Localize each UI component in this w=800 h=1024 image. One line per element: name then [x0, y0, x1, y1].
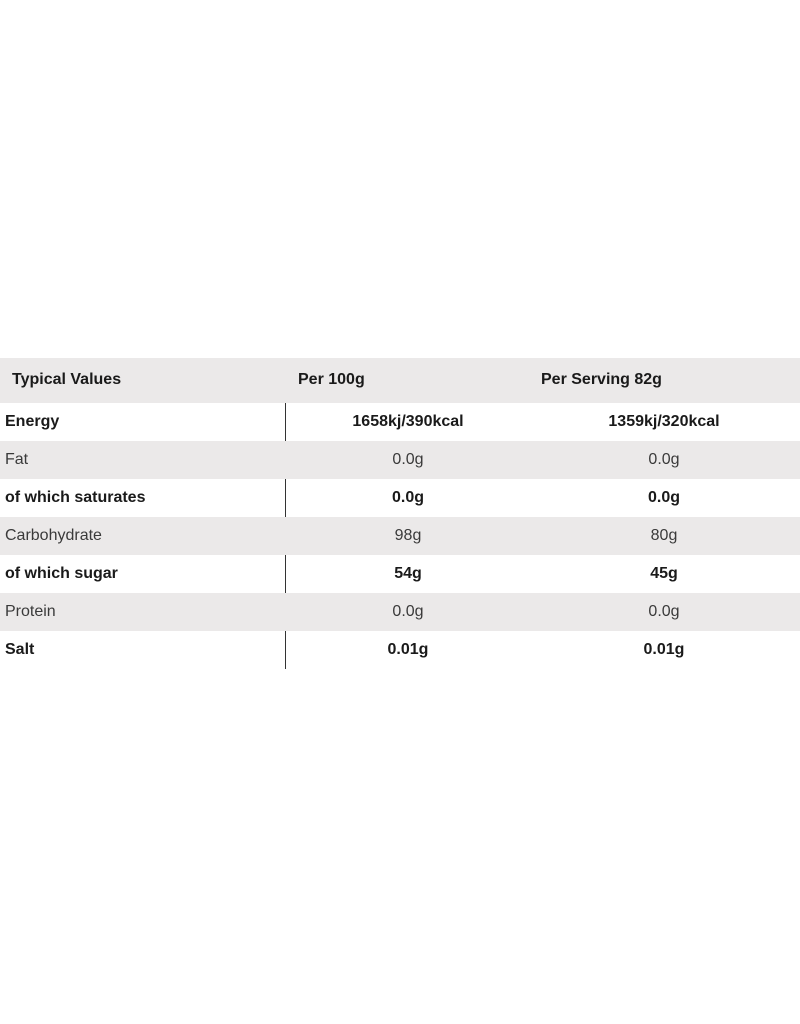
table-row	[0, 517, 800, 555]
row-label: of which saturates	[5, 489, 146, 506]
row-per-100g: 0.0g	[392, 451, 424, 468]
row-per-100g: 0.0g	[392, 603, 424, 620]
table-body	[0, 403, 800, 669]
table-row	[0, 631, 800, 669]
row-label: Salt	[5, 641, 35, 658]
row-per-100g: 54g	[394, 565, 422, 582]
row-label: Carbohydrate	[5, 527, 102, 544]
row-per-serving: 0.0g	[647, 489, 680, 506]
row-label: Energy	[5, 413, 60, 430]
row-per-serving: 0.01g	[643, 641, 685, 658]
table-row	[0, 403, 800, 441]
row-per-100g: 98g	[394, 527, 422, 544]
row-per-serving: 0.0g	[648, 603, 680, 620]
row-per-100g: 1658kj/390kcal	[352, 413, 464, 430]
header-per-serving: Per Serving 82g	[541, 371, 662, 388]
table-row	[0, 441, 800, 479]
nutrition-table	[0, 358, 800, 669]
row-per-serving: 80g	[650, 527, 678, 544]
table-row	[0, 479, 800, 517]
row-per-serving: 45g	[650, 565, 678, 582]
table-header-row	[0, 358, 800, 403]
row-label: Fat	[5, 451, 29, 468]
table-row	[0, 593, 800, 631]
header-typical-values: Typical Values	[12, 371, 122, 388]
header-per-100g: Per 100g	[298, 371, 365, 388]
row-per-serving: 1359kj/320kcal	[608, 413, 720, 430]
row-label: of which sugar	[5, 565, 118, 582]
table-row	[0, 555, 800, 593]
row-per-100g: 0.0g	[391, 489, 424, 506]
row-label: Protein	[5, 603, 56, 620]
row-per-serving: 0.0g	[648, 451, 680, 468]
row-per-100g: 0.01g	[387, 641, 429, 658]
